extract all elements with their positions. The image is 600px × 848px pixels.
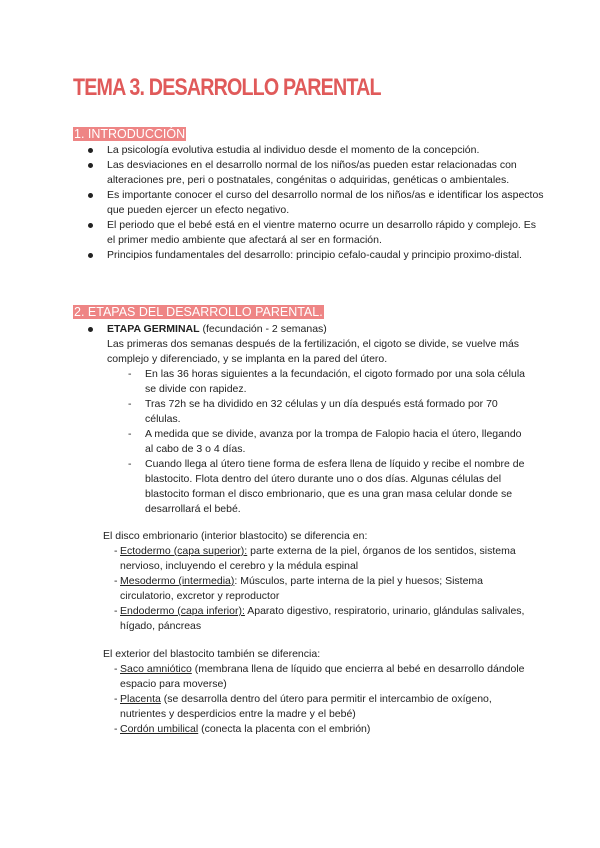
list-item: - En las 36 horas siguientes a la fecundación, el cigoto formado por una sola célula se divide con rapidez.: [145, 367, 525, 397]
structure-term: Cordón umbilical: [120, 723, 199, 735]
list-item: [120, 604, 533, 634]
list-item: Principios fundamentales del desarrollo: principio cefalo-caudal y principio proximo-distal.: [107, 248, 547, 263]
structure-desc: (membrana llena de líquido que encierra al bebé en desarrollo dándole espacio para moverse): [120, 663, 525, 690]
disco-embrionario-block: [103, 529, 533, 634]
exterior-intro: El exterior del blastocito también se diferencia:: [103, 648, 321, 660]
layer-desc: : Músculos, parte interna de la piel y huesos; Sistema circulatorio, excretor y reproductor: [120, 575, 484, 602]
list-item: [120, 544, 533, 574]
structure-term: Saco amniótico: [120, 663, 192, 675]
layer-term: Ectodermo (capa superior):: [120, 545, 248, 557]
stage-name: ETAPA GERMINAL: [107, 323, 200, 335]
section-heading-etapas: 2. ETAPAS DEL DESARROLLO PARENTAL.: [74, 305, 323, 319]
disc-layer-list: [103, 544, 533, 634]
section-heading-introduccion: 1. INTRODUCCIÓN: [74, 127, 186, 141]
list-item: El periodo que el bebé está en el vientre materno ocurre un desarrollo rápido y complejo. Es el primer medio ambiente que afectará al ser en formación.: [107, 218, 547, 248]
germinal-dash-list: [145, 367, 525, 517]
structure-desc: (conecta la placenta con el embrión): [198, 723, 371, 735]
list-item: - Cuando llega al útero tiene forma de esfera llena de líquido y recibe el nombre de blastocito. Flota dentro del útero durante uno o dos días. Algunas células del blastocito forman el disco embrionario, que es una gran masa celular donde se desarrollará el bebé.: [145, 457, 525, 517]
list-item: [120, 722, 533, 737]
stage-intro: Las primeras dos semanas después de la fertilización, el cigoto se divide, se vuelve más complejo y diferenciado, y se implanta en la pared del útero.: [107, 338, 520, 365]
list-item: [120, 574, 533, 604]
structure-term: Placenta: [120, 693, 161, 705]
list-item: [120, 692, 533, 722]
layer-desc: Aparato digestivo, respiratorio, urinario, glándulas salivales, hígado, páncreas: [120, 605, 525, 632]
disc-intro: El disco embrionario (interior blastocito) se diferencia en:: [103, 530, 368, 542]
list-item: - Tras 72h se ha dividido en 32 células y un día después está formado por 70 células.: [145, 397, 525, 427]
list-item: [120, 662, 533, 692]
layer-desc: parte externa de la piel, órganos de los sentidos, sistema nervioso, incluyendo el cerebro y la médula espinal: [120, 545, 516, 572]
list-item: Las desviaciones en el desarrollo normal de los niños/as pueden estar relacionadas con alteraciones pre, peri o postnatales, congénitas o adquiridas, genéticas o ambientales.: [107, 158, 547, 188]
stage-germinal: [107, 322, 547, 367]
list-item: La psicología evolutiva estudia al individuo desde el momento de la concepción.: [107, 143, 547, 158]
stage-detail: (fecundación - 2 semanas): [199, 323, 327, 335]
intro-bullet-list: [107, 143, 547, 263]
page-title: TEMA 3. DESARROLLO PARENTAL: [73, 74, 381, 101]
exterior-blastocito-block: [103, 647, 533, 737]
exterior-structure-list: [103, 662, 533, 737]
layer-term: Endodermo (capa inferior):: [120, 605, 245, 617]
list-item: - A medida que se divide, avanza por la trompa de Falopio hacia el útero, llegando al cabo de 3 o 4 días.: [145, 427, 525, 457]
structure-desc: (se desarrolla dentro del útero para permitir el intercambio de oxígeno, nutrientes y desperdicios entre la madre y el bebé): [120, 693, 492, 720]
layer-term: Mesodermo (intermedia): [120, 575, 235, 587]
stage-heading: [107, 322, 547, 337]
list-item: Es importante conocer el curso del desarrollo normal de los niños/as e identificar los aspectos que pueden ejercer un efecto negativo.: [107, 188, 547, 218]
